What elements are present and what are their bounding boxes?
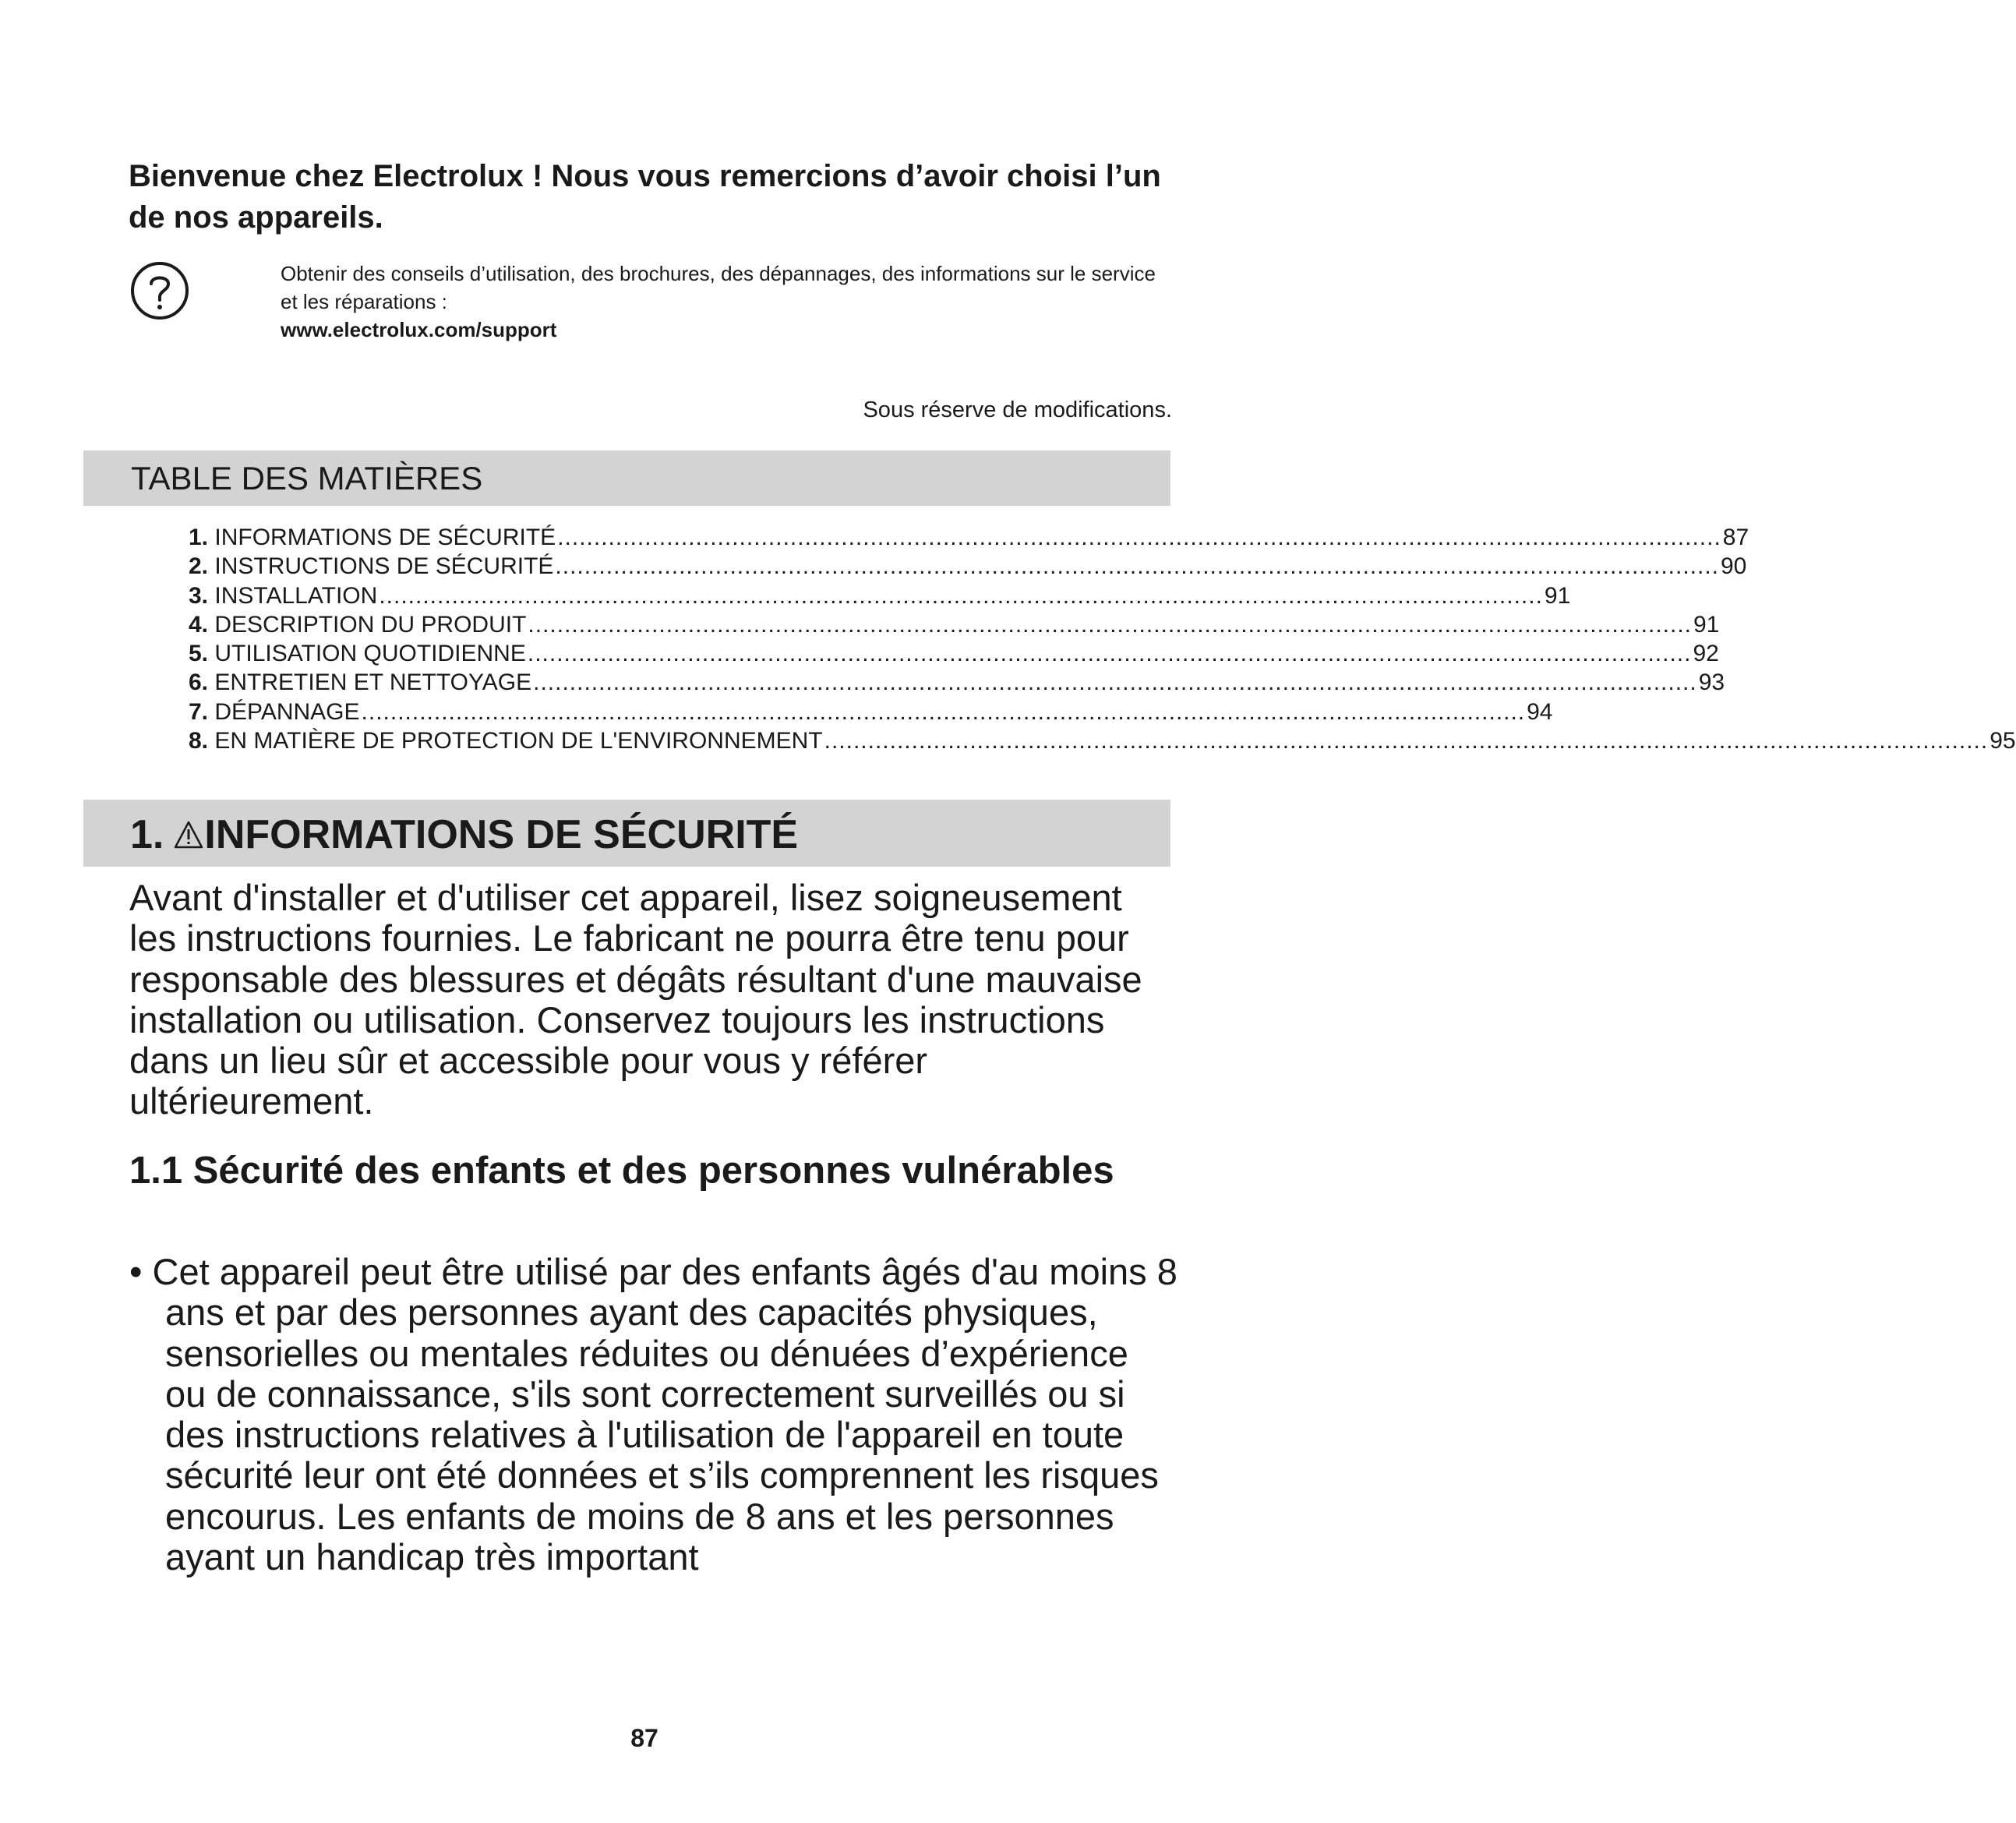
toc-leader: ................................................................................................................................................................ <box>379 582 1543 609</box>
toc-item-label: EN MATIÈRE DE PROTECTION DE L'ENVIRONNEMENT <box>214 728 823 754</box>
toc-item-number: 5. <box>189 641 209 667</box>
toc-item-number: 6. <box>189 669 209 696</box>
section-header <box>83 800 1170 867</box>
help-text <box>281 260 1177 344</box>
toc-item[interactable] <box>189 668 1725 697</box>
subsection-title: 1.1 Sécurité des enfants et des personnes vulnérables <box>129 1150 1114 1192</box>
toc-item-number: 4. <box>189 611 209 638</box>
toc-item-label: DÉPANNAGE <box>214 698 360 725</box>
toc-leader: ................................................................................................................................................................ <box>527 641 1692 667</box>
toc-item[interactable] <box>189 726 2016 755</box>
toc-item[interactable] <box>189 523 1749 552</box>
toc-item-label: UTILISATION QUOTIDIENNE <box>214 641 526 667</box>
section-title-text: INFORMATIONS DE SÉCURITÉ <box>204 812 799 857</box>
toc-leader: ................................................................................................................................................................ <box>361 698 1526 725</box>
section-title <box>130 811 798 859</box>
toc-item[interactable] <box>189 552 1747 581</box>
bullet-text: Cet appareil peut être utilisé par des enfants âgés d'au moins 8 ans et par des personnes ayant des capacités physiques, sensorielles ou mentales réduites ou dénuées d’expérience ou de connaissance, s'ils sont correctement surveillés ou si des instructions relatives à l'utilisation de l'appareil en toute sécurité leur ont été données et s’ils comprennent les risques encourus. Les enfants de moins de 8 ans et les personnes ayant un handicap très important <box>152 1251 1177 1578</box>
support-link[interactable]: www.electrolux.com/support <box>281 318 557 341</box>
toc-item[interactable] <box>189 639 1719 668</box>
toc-item-page: 91 <box>1544 582 1571 609</box>
toc-item-label: ENTRETIEN ET NETTOYAGE <box>214 669 532 696</box>
toc-leader: ................................................................................................................................................................ <box>557 525 1721 550</box>
toc-header <box>83 450 1170 506</box>
bullet-paragraph <box>129 1252 1177 1577</box>
toc-item-number: 2. <box>189 553 209 580</box>
toc-item-page: 91 <box>1693 611 1720 638</box>
toc-leader: ................................................................................................................................................................ <box>555 553 1719 580</box>
reserve-note: Sous réserve de modifications. <box>863 397 1172 422</box>
toc-item-page: 87 <box>1722 525 1749 550</box>
toc-leader: ................................................................................................................................................................ <box>528 611 1692 638</box>
toc-item-number: 3. <box>189 582 209 609</box>
toc-item[interactable] <box>189 581 1571 610</box>
intro-paragraph: Avant d'installer et d'utiliser cet appareil, lisez soigneusement les instructions fournies. Le fabricant ne pourra être tenu pour responsable des blessures et dégâts résultant d'une mauvaise installation ou utilisation. Conservez toujours les instructions dans un lieu sûr et accessible pour vous y référer ultérieurement. <box>129 877 1142 1122</box>
toc-item-number: 7. <box>189 698 209 725</box>
toc-leader: ................................................................................................................................................................ <box>533 669 1697 696</box>
bullet-marker: • <box>129 1251 143 1292</box>
page-number: 87 <box>630 1724 658 1752</box>
toc-item-page: 95 <box>1990 728 2016 754</box>
toc-item-page: 90 <box>1721 553 1747 580</box>
toc-item-label: INSTRUCTIONS DE SÉCURITÉ <box>214 553 554 580</box>
toc-item-label: INFORMATIONS DE SÉCURITÉ <box>214 525 556 550</box>
help-description: Obtenir des conseils d’utilisation, des brochures, des dépannages, des informations sur le service et les réparations : <box>281 262 1156 313</box>
toc-item-label: DESCRIPTION DU PRODUIT <box>214 611 527 638</box>
section-number: 1. <box>130 812 164 857</box>
toc-title: TABLE DES MATIÈRES <box>131 460 483 496</box>
question-circle-icon <box>129 260 190 321</box>
welcome-heading: Bienvenue chez Electrolux ! Nous vous remercions d’avoir choisi l’un de nos appareils. <box>129 159 1161 235</box>
toc-leader: ................................................................................................................................................................ <box>824 728 1989 754</box>
toc-item-page: 94 <box>1527 698 1553 725</box>
toc-item-page: 92 <box>1693 641 1719 667</box>
toc-item[interactable] <box>189 698 1553 726</box>
warning-triangle-icon <box>173 820 204 850</box>
toc-item[interactable] <box>189 610 1720 639</box>
toc-item-page: 93 <box>1698 669 1725 696</box>
toc-list <box>189 523 2016 755</box>
toc-item-label: INSTALLATION <box>214 582 378 609</box>
toc-item-number: 1. <box>189 525 209 550</box>
toc-item-number: 8. <box>189 728 209 754</box>
